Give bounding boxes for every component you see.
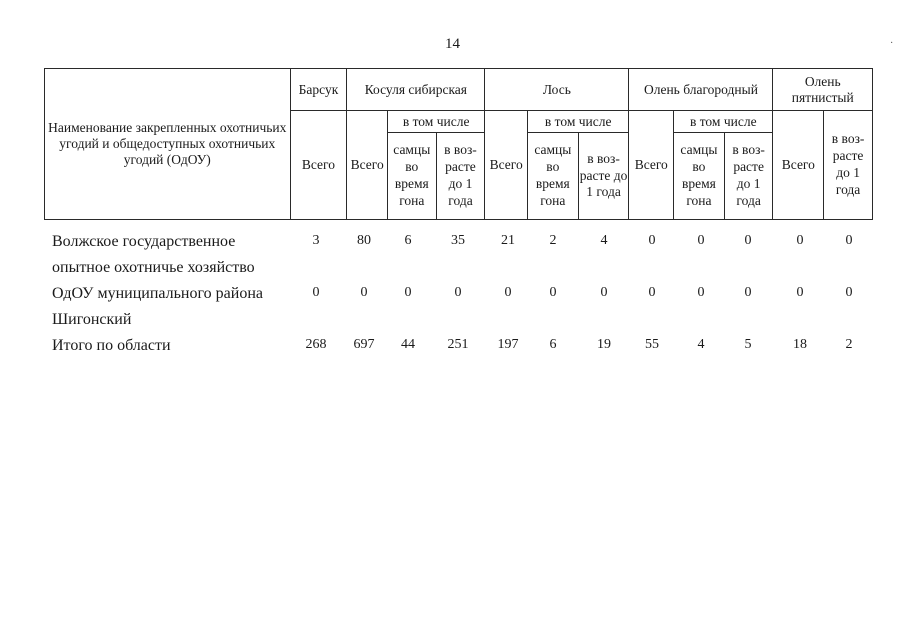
header-badger-total: Всего: [290, 111, 347, 220]
header-moose-males: самцы во время гона: [527, 133, 578, 220]
table-cell: 0: [845, 285, 853, 300]
table-cell: 55: [645, 337, 659, 352]
header-roe-young: в воз-расте до 1 года: [436, 133, 485, 220]
header-species-moose: Лось: [485, 69, 629, 111]
header-reddeer-young: в воз-расте до 1 года: [724, 133, 773, 220]
header-species-badger: Барсук: [290, 69, 347, 111]
page-number: 14: [445, 36, 460, 52]
header-reddeer-total: Всего: [629, 111, 674, 220]
table-cell: 0: [648, 285, 656, 300]
table-cell: 4: [600, 233, 608, 248]
table-cell: 6: [549, 337, 557, 352]
header-moose-including: в том числе: [527, 111, 628, 133]
table-cell: 3: [312, 233, 320, 248]
table-cell: 4: [697, 337, 705, 352]
table-cell: 0: [549, 285, 557, 300]
table-header: [44, 68, 873, 220]
corner-mark: ·: [890, 38, 894, 49]
table-cell: 80: [357, 233, 371, 248]
row-label-line1: ОдОУ муниципального района: [52, 285, 263, 302]
table-cell: 2: [549, 233, 557, 248]
table-cell: 251: [447, 337, 469, 352]
row-label-line1: Итого по области: [52, 337, 171, 354]
table-cell: 0: [360, 285, 368, 300]
header-name-column: Наименование закрепленных охотничьих угодий и общедоступных охотничьих угодий (ОдОУ): [45, 69, 291, 220]
header-moose-total: Всего: [485, 111, 528, 220]
header-sika-young: в воз-расте до 1 года: [824, 111, 873, 220]
header-roe-males: самцы во время гона: [387, 133, 436, 220]
table-cell: 19: [597, 337, 611, 352]
header-species-roe-deer: Косуля сибирская: [347, 69, 485, 111]
table-cell: 0: [648, 233, 656, 248]
table-cell: 0: [845, 233, 853, 248]
table-cell: 0: [454, 285, 462, 300]
table-cell: 0: [796, 285, 804, 300]
header-species-sika-deer: Олень пятнистый: [773, 69, 873, 111]
header-species-red-deer: Олень благородный: [629, 69, 773, 111]
table-cell: 6: [404, 233, 412, 248]
table-cell: 0: [744, 285, 752, 300]
table-cell: 44: [401, 337, 415, 352]
table-cell: 2: [845, 337, 853, 352]
table-cell: 0: [404, 285, 412, 300]
table-cell: 0: [697, 285, 705, 300]
table-cell: 21: [501, 233, 515, 248]
header-moose-young: в воз-расте до 1 года: [578, 133, 629, 220]
table-cell: 0: [600, 285, 608, 300]
table-cell: 0: [504, 285, 512, 300]
table-cell: 697: [353, 337, 375, 352]
header-reddeer-including: в том числе: [674, 111, 773, 133]
row-label-line1: Волжское государственное: [52, 233, 236, 250]
header-roe-including: в том числе: [387, 111, 484, 133]
table-cell: 5: [744, 337, 752, 352]
row-label-line2: опытное охотничье хозяйство: [52, 259, 255, 276]
header-sika-total: Всего: [773, 111, 824, 220]
table-cell: 0: [312, 285, 320, 300]
table-cell: 0: [796, 233, 804, 248]
table-cell: 0: [744, 233, 752, 248]
table-cell: 0: [697, 233, 705, 248]
header-reddeer-males: самцы во время гона: [674, 133, 725, 220]
row-label-line2: Шигонский: [52, 311, 132, 328]
table-cell: 197: [497, 337, 519, 352]
table-cell: 268: [305, 337, 327, 352]
header-roe-total: Всего: [347, 111, 388, 220]
table-cell: 18: [793, 337, 807, 352]
table-cell: 35: [451, 233, 465, 248]
